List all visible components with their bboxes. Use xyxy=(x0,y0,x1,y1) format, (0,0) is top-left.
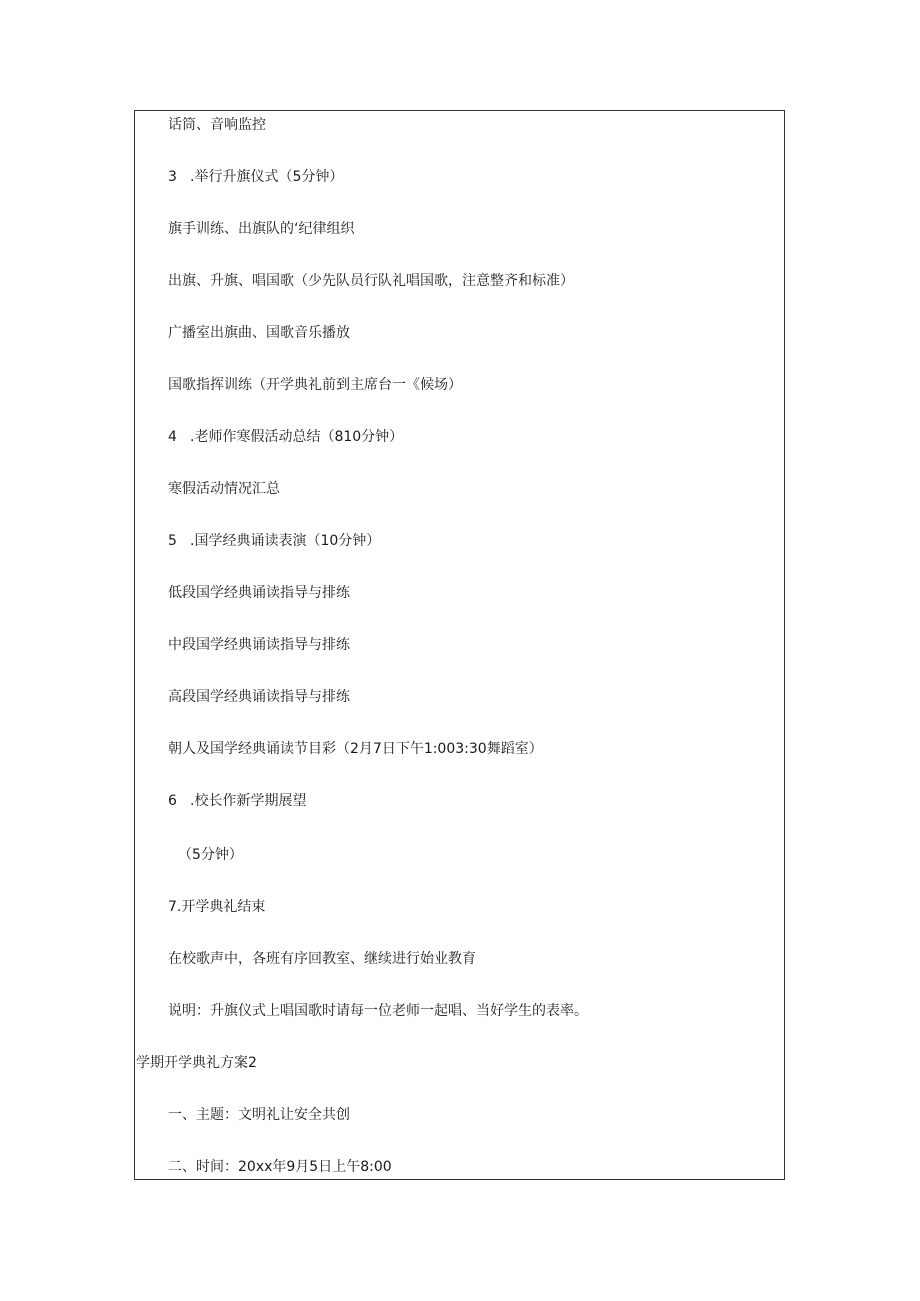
text-line: 二、时间：20xx年9月5日上午8:00 xyxy=(168,1159,392,1175)
item-number: 5 xyxy=(168,533,177,549)
text-line: 中段国学经典诵读指导与排练 xyxy=(168,637,350,653)
text-line: 一、主题：文明礼让安全共创 xyxy=(168,1107,350,1123)
text-line: 寒假活动情况汇总 xyxy=(168,481,280,497)
text-line: （5分钟） xyxy=(178,847,243,863)
numbered-item xyxy=(168,532,380,550)
item-number: 6 xyxy=(168,793,177,809)
item-text: .国学经典诵读表演（10分钟） xyxy=(190,533,381,549)
text-line: 朝人及国学经典诵读节目彩（2月7日下午1:003:30舞蹈室） xyxy=(168,741,543,757)
item-text: .老师作寒假活动总结（810分钟） xyxy=(190,429,404,445)
numbered-item xyxy=(168,792,306,810)
text-line: 7.开学典礼结束 xyxy=(168,899,266,915)
text-line: 话筒、音响监控 xyxy=(168,117,266,133)
numbered-item xyxy=(168,168,343,186)
item-text: .举行升旗仪式（5分钟） xyxy=(190,169,344,185)
text-line: 广播室出旗曲、国歌音乐播放 xyxy=(168,325,350,341)
item-number: 4 xyxy=(168,429,177,445)
text-line: 出旗、升旗、唱国歌（少先队员行队礼唱国歌，注意整齐和标准） xyxy=(168,273,574,289)
text-line: 高段国学经典诵读指导与排练 xyxy=(168,689,350,705)
section-heading: 学期开学典礼方案2 xyxy=(136,1055,257,1071)
item-number: 3 xyxy=(168,169,177,185)
numbered-item xyxy=(168,428,403,446)
text-line: 旗手训练、出旗队的‘纪律组织 xyxy=(168,221,355,237)
text-line: 低段国学经典诵读指导与排练 xyxy=(168,585,350,601)
text-line: 说明：升旗仪式上唱国歌时请每一位老师一起唱、当好学生的表率。 xyxy=(168,1003,588,1019)
text-line: 在校歌声中，各班有序回教室、继续进行始业教育 xyxy=(168,951,476,967)
text-line: 国歌指挥训练（开学典礼前到主席台一《候场） xyxy=(168,377,462,393)
item-text: .校长作新学期展望 xyxy=(190,793,307,809)
